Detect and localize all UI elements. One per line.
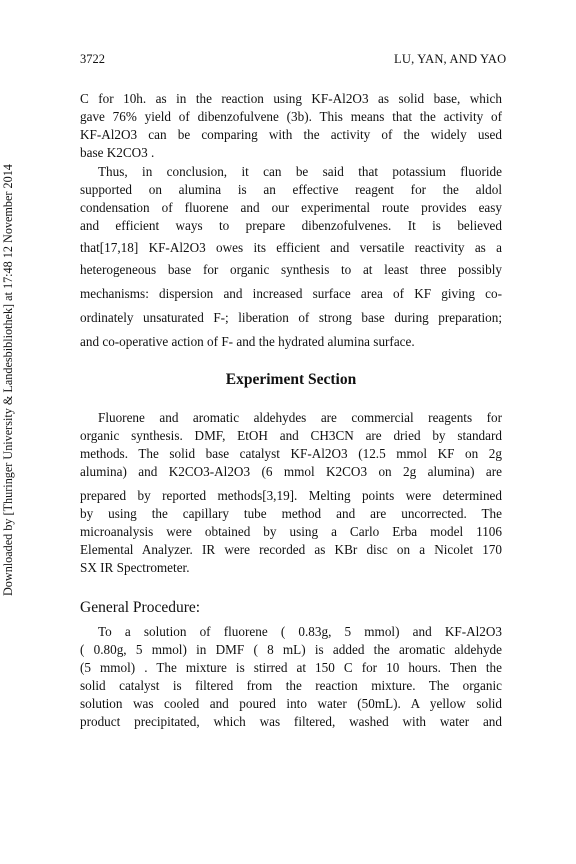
subsection-heading: General Procedure: [80, 599, 201, 616]
text-line: ordinately unsaturated F-; liberation of strong base during preparation; [80, 310, 502, 325]
text-line: alumina) and K2CO3-Al2O3 (6 mmol K2CO3 on 2g alumina) are [80, 464, 502, 479]
download-notice: Downloaded by [Thuringer University & Landesbibliothek] at 17:48 12 November 2014 [1, 164, 15, 596]
text-line: and efficient ways to prepare dibenzofulvenes. It is believed [80, 218, 502, 233]
paragraph-results [80, 90, 502, 162]
paragraph-procedure [80, 623, 502, 731]
text-line: condensation of fluorene and our experimental route provides easy [80, 200, 502, 215]
text-line: ( 0.80g, 5 mmol) in DMF ( 8 mL) is added the aromatic aldehyde [80, 642, 502, 657]
page-number: 3722 [80, 52, 105, 66]
paragraph-experiment [80, 409, 502, 577]
text-line: by using the capillary tube method and are uncorrected. The [80, 506, 502, 521]
text-line: Elemental Analyzer. IR were recorded as KBr disc on a Nicolet 170 [80, 542, 502, 557]
text-line: and co-operative action of F- and the hydrated alumina surface. [80, 334, 415, 349]
text-line: heterogeneous base for organic synthesis to at least three possibly [80, 262, 502, 277]
text-line: Thus, in conclusion, it can be said that potassium fluoride [98, 164, 502, 179]
text-line: solid catalyst is filtered from the reaction mixture. The organic [80, 678, 502, 693]
section-heading: Experiment Section [225, 371, 357, 388]
text-line: microanalysis were obtained by using a Carlo Erba model 1106 [80, 524, 502, 539]
text-line: prepared by reported methods[3,19]. Melting points were determined [80, 488, 502, 503]
text-line: mechanisms: dispersion and increased surface area of KF giving co- [80, 286, 502, 301]
text-line: product precipitated, which was filtered, washed with water and [80, 714, 502, 729]
running-head: LU, YAN, AND YAO [394, 52, 507, 66]
text-line: organic synthesis. DMF, EtOH and CH3CN are dried by standard [80, 428, 502, 443]
text-line: gave 76% yield of dibenzofulvene (3b). This means that the activity of [80, 109, 502, 124]
text-line: base K2CO3 . [80, 145, 155, 160]
text-line: KF-Al2O3 can be comparing with the activity of the widely used [80, 127, 502, 142]
text-line: that[17,18] KF-Al2O3 owes its efficient and versatile reactivity as a [80, 240, 502, 255]
text-line: SX IR Spectrometer. [80, 560, 190, 575]
text-line: supported on alumina is an effective reagent for the aldol [80, 182, 502, 197]
text-line: methods. The solid base catalyst KF-Al2O3 (12.5 mmol KF on 2g [80, 446, 502, 461]
text-line: (5 mmol) . The mixture is stirred at 150 C for 10 hours. Then the [80, 660, 502, 675]
text-line: Fluorene and aromatic aldehydes are commercial reagents for [98, 410, 502, 425]
text-line: C for 10h. as in the reaction using KF-Al2O3 as solid base, which [80, 91, 502, 106]
paragraph-conclusion [80, 163, 502, 351]
text-line: solution was cooled and poured into water (50mL). A yellow solid [80, 696, 502, 711]
text-line: To a solution of fluorene ( 0.83g, 5 mmol) and KF-Al2O3 [98, 624, 502, 639]
